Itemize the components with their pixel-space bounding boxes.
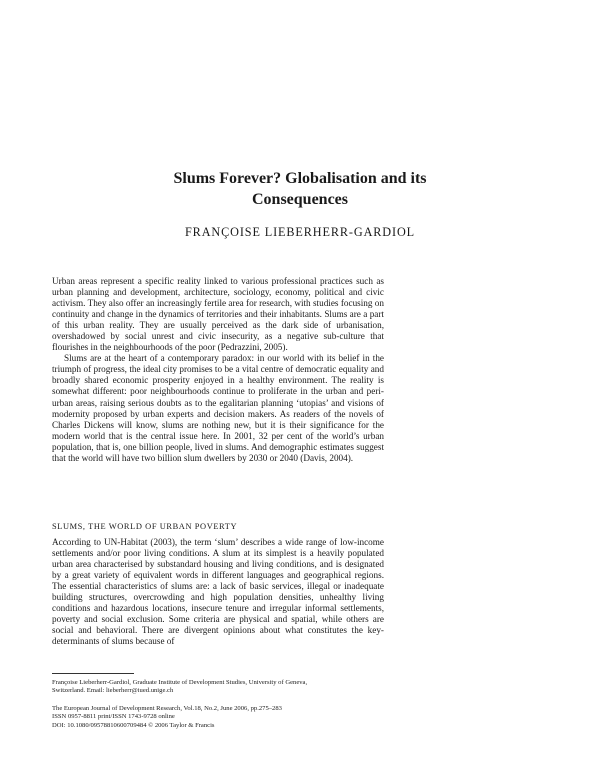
intro-paragraph-2: Slums are at the heart of a contemporary paradox: in our world with its belief in the triumph of progress, the ideal city promises to be a vital centre of democratic equality and broadly shared economic prosperity enjoyed in a healthy environment. The reality is somewhat different: poor neighbourhoods continue to proliferate in the urban and peri-urban areas, raising serious doubts as to the egalitarian planning ‘utopias’ and visions of modernity proposed by urban experts and decision makers. As readers of the novels of Charles Dickens will know, slums are nothing new, but it is their significance for the modern world that is the central issue here. In 2001, 32 per cent of the world’s urban population, that is, one billion people, lived in slums. And demographic estimates suggest that the world will have two billion slum dwellers by 2030 or 2040 (Davis, 2004). [52,353,384,463]
section-paragraph-1: According to UN-Habitat (2003), the term ‘slum’ describes a wide range of low-income settlements and/or poor living conditions. A slum at its simplest is a heavily populated urban area characterised by substandard housing and living conditions, and is designated by a great variety of equivalent words in different languages and geographical regions. The essential characteristics of slums are: a lack of basic services, illegal or inadequate building structures, overcrowding and high population densities, unhealthy living conditions and hazardous locations, insecure tenure and irregular informal settlements, poverty and social exclusion. Some criteria are physical and spatial, while others are social and behavioral. There are divergent opinions about what constitutes the key-determinants of slums because of [52,537,384,647]
title-line-1: Slums Forever? Globalisation and its [173,170,427,187]
section-heading: SLUMS, THE WORLD OF URBAN POVERTY [52,522,238,531]
journal-info [52,705,392,730]
intro-paragraph-1: Urban areas represent a specific reality linked to various professional practices such as urban planning and development, architecture, sociology, economy, political and civic activism. They also offer an increasingly fertile area for research, with studies focusing on continuity and change in the dynamics of territories and their inhabitants. Slums are a part of this urban reality. They are usually perceived as the dark side of urbanisation, overshadowed by social unrest and civic insecurity, as a negative sub-culture that flourishes in the neighbourhoods of the poor (Pedrazzini, 2005). [52,276,384,353]
author-name: FRANÇOISE LIEBERHERR-GARDIOL [184,225,416,239]
article-title [60,168,540,210]
author-footnote [52,679,392,696]
author-email: Switzerland. Email: lieberherr@iued.unige.ch [52,687,174,695]
section-body [52,537,384,647]
author-affiliation: Françoise Lieberherr-Gardiol, Graduate Institute of Development Studies, University of Geneva, [52,679,308,686]
title-line-2: Consequences [251,191,348,208]
journal-issn: ISSN 0957-8811 print/ISSN 1743-9728 online [52,713,175,721]
journal-doi: DOI: 10.1080/09578810600709484 © 2006 Taylor & Francis [52,721,215,729]
footnote-divider [52,673,134,674]
introduction [52,276,384,464]
journal-citation: The European Journal of Development Research, Vol.18, No.2, June 2006, pp.275–283 [52,705,282,712]
